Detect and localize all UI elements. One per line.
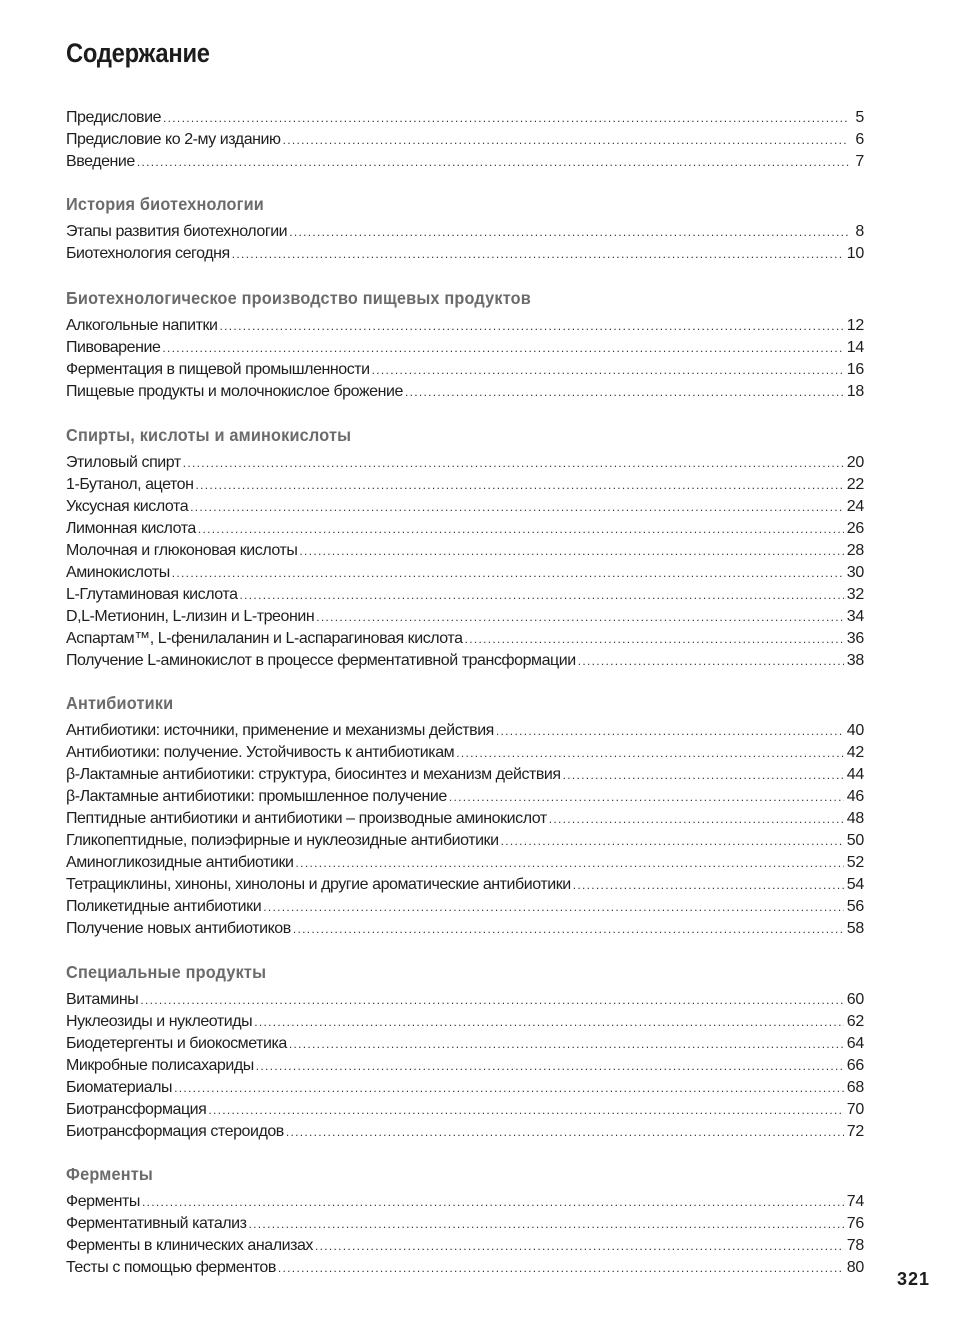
toc-entry[interactable]: [66, 764, 864, 786]
toc-entry[interactable]: [66, 1011, 864, 1033]
leader-dots: [299, 540, 843, 562]
toc-entry-label: Биоматериалы: [66, 1079, 173, 1096]
toc-entry-page: 5: [855, 109, 864, 126]
toc-entry-page: 36: [846, 630, 864, 647]
leader-dots: [162, 337, 843, 359]
leader-dots: [315, 1235, 844, 1257]
toc-entry-label: Гликопептидные, полиэфирные и нуклеозидные антибиотики: [66, 832, 499, 849]
toc-entry[interactable]: [66, 359, 864, 381]
toc-entry-label: Тесты с помощью ферментов: [66, 1259, 276, 1276]
toc-entry[interactable]: [66, 989, 864, 1011]
toc-entry-label: Ферментативный катализ: [66, 1215, 247, 1232]
section-heading: Спирты, кислоты и аминокислоты: [66, 425, 352, 445]
toc-entry-label: Пептидные антибиотики и антибиотики – производные аминокислот: [66, 810, 547, 827]
toc-entry-page: 52: [846, 854, 864, 871]
toc-entry-label: Биодетергенты и биокосметика: [66, 1035, 287, 1052]
toc-entry-label: Антибиотики: получение. Устойчивость к антибиотикам: [66, 744, 455, 761]
toc-entry-label: Ферментация в пищевой промышленности: [66, 361, 370, 378]
leader-dots: [220, 315, 844, 337]
toc-entry[interactable]: [66, 1235, 864, 1257]
toc-entry[interactable]: [66, 1099, 864, 1121]
leader-dots: [163, 107, 849, 129]
toc-entry-label: Ферменты в клинических анализах: [66, 1237, 313, 1254]
leader-dots: [208, 1099, 843, 1121]
toc-entry[interactable]: [66, 720, 864, 742]
toc-entry-label: β-Лактамные антибиотики: структура, биосинтез и механизм действия: [66, 766, 561, 783]
toc-list: [66, 989, 864, 1143]
leader-dots: [316, 606, 844, 628]
toc-entry-page: 42: [846, 744, 864, 761]
leader-dots: [465, 628, 844, 650]
toc-entry-page: 38: [846, 652, 864, 669]
toc-entry-label: Предисловие: [66, 109, 162, 126]
toc-entry-page: 16: [846, 361, 864, 378]
toc-entry[interactable]: [66, 107, 864, 129]
toc-entry[interactable]: [66, 896, 864, 918]
page-number: 321: [897, 1269, 931, 1289]
toc-entry-page: 22: [846, 476, 864, 493]
toc-entry-label: D,L-Метионин, L-лизин и L-треонин: [66, 608, 315, 625]
toc-entry[interactable]: [66, 518, 864, 540]
toc-entry[interactable]: [66, 474, 864, 496]
toc-list: [66, 1191, 864, 1279]
toc-entry-page: 44: [846, 766, 864, 783]
toc-entry[interactable]: [66, 496, 864, 518]
toc-entry[interactable]: [66, 129, 864, 151]
toc-entry-label: Алкогольные напитки: [66, 317, 218, 334]
toc-entry-page: 46: [846, 788, 864, 805]
toc-list: [66, 107, 864, 173]
toc-entry-page: 28: [846, 542, 864, 559]
leader-dots: [578, 650, 844, 672]
toc-entry-label: Пищевые продукты и молочнокислое брожение: [66, 383, 403, 400]
leader-dots: [283, 129, 849, 151]
toc-entry-label: Пивоварение: [66, 339, 161, 356]
toc-entry[interactable]: [66, 1121, 864, 1143]
toc-entry-label: Аминогликозидные антибиотики: [66, 854, 294, 871]
toc-entry-page: 48: [846, 810, 864, 827]
toc-entry-label: Ферменты: [66, 1193, 140, 1210]
toc-entry-page: 60: [846, 991, 864, 1008]
toc-entry-page: 34: [846, 608, 864, 625]
toc-entry-label: Уксусная кислота: [66, 498, 189, 515]
section-heading: Биотехнологическое производство пищевых продуктов: [66, 288, 531, 308]
toc-entry-label: Этапы развития биотехнологии: [66, 223, 288, 240]
leader-dots: [249, 1213, 844, 1235]
toc-entry-label: L-Глутаминовая кислота: [66, 586, 238, 603]
leader-dots: [449, 786, 844, 808]
leader-dots: [286, 1121, 844, 1143]
leader-dots: [501, 830, 844, 852]
toc-entry-page: 12: [846, 317, 864, 334]
page-title: Содержание: [66, 38, 210, 68]
leader-dots: [172, 562, 844, 584]
leader-dots: [573, 874, 844, 896]
leader-dots: [240, 584, 844, 606]
toc-entry-label: Получение L-аминокислот в процессе ферментативной трансформации: [66, 652, 576, 669]
toc-entry-page: 20: [846, 454, 864, 471]
toc-entry[interactable]: [66, 1213, 864, 1235]
toc-entry[interactable]: [66, 1257, 864, 1279]
leader-dots: [256, 1055, 844, 1077]
toc-entry-page: 40: [846, 722, 864, 739]
toc-entry-page: 78: [846, 1237, 864, 1254]
toc-entry-label: Этиловый спирт: [66, 454, 181, 471]
toc-entry-label: Витамины: [66, 991, 139, 1008]
toc-entry[interactable]: [66, 381, 864, 403]
toc-entry[interactable]: [66, 540, 864, 562]
leader-dots: [254, 1011, 844, 1033]
toc-entry-label: Антибиотики: источники, применение и механизмы действия: [66, 722, 494, 739]
toc-entry-page: 76: [846, 1215, 864, 1232]
toc-entry-label: Молочная и глюконовая кислоты: [66, 542, 298, 559]
toc-entry-page: 62: [846, 1013, 864, 1030]
toc-entry-page: 26: [846, 520, 864, 537]
section-heading: Специальные продукты: [66, 962, 267, 982]
section-heading: Антибиотики: [66, 693, 174, 713]
leader-dots: [278, 1257, 844, 1279]
leader-dots: [296, 852, 844, 874]
toc-entry-label: Лимонная кислота: [66, 520, 196, 537]
toc-entry-label: β-Лактамные антибиотики: промышленное получение: [66, 788, 447, 805]
toc-entry[interactable]: [66, 808, 864, 830]
toc-entry-page: 54: [846, 876, 864, 893]
toc-entry-label: Введение: [66, 153, 135, 170]
toc-entry-page: 32: [846, 586, 864, 603]
toc-list: [66, 221, 864, 265]
toc-entry-label: Нуклеозиды и нуклеотиды: [66, 1013, 253, 1030]
toc-entry-page: 6: [855, 131, 864, 148]
toc-entry-label: Предисловие ко 2-му изданию: [66, 131, 281, 148]
leader-dots: [198, 518, 844, 540]
toc-section-special-products: [66, 961, 864, 1143]
toc-entry-page: 14: [846, 339, 864, 356]
toc-entry-page: 10: [846, 245, 864, 262]
toc-entry-page: 72: [846, 1123, 864, 1140]
toc-section-alcohols-acids: [66, 424, 864, 672]
toc-entry[interactable]: [66, 1077, 864, 1099]
toc-entry-page: 80: [846, 1259, 864, 1276]
toc-entry[interactable]: [66, 628, 864, 650]
toc-entry[interactable]: [66, 852, 864, 874]
toc-entry[interactable]: [66, 452, 864, 474]
section-heading: История биотехнологии: [66, 194, 265, 214]
toc-entry-page: 58: [846, 920, 864, 937]
toc-entry[interactable]: [66, 337, 864, 359]
toc-entry[interactable]: [66, 562, 864, 584]
toc-entry-page: 50: [846, 832, 864, 849]
leader-dots: [496, 720, 844, 742]
toc-entry-page: 24: [846, 498, 864, 515]
toc-entry[interactable]: [66, 1055, 864, 1077]
toc-entry-label: Микробные полисахариды: [66, 1057, 254, 1074]
leader-dots: [183, 452, 844, 474]
leader-dots: [293, 918, 844, 940]
toc-entry-page: 8: [855, 223, 864, 240]
toc-entry-label: Тетрациклины, хиноны, хинолоны и другие ароматические антибиотики: [66, 876, 571, 893]
leader-dots: [289, 1033, 844, 1055]
toc-entry[interactable]: [66, 243, 864, 265]
leader-dots: [456, 742, 844, 764]
toc-section-antibiotics: [66, 692, 864, 940]
leader-dots: [289, 221, 849, 243]
toc-list: [66, 720, 864, 940]
toc-entry[interactable]: [66, 221, 864, 243]
toc-entry-page: 18: [846, 383, 864, 400]
toc-entry-label: Биотрансформация стероидов: [66, 1123, 284, 1140]
toc-entry[interactable]: [66, 606, 864, 628]
toc-entry-label: Аминокислоты: [66, 564, 170, 581]
toc-entry-page: 64: [846, 1035, 864, 1052]
leader-dots: [372, 359, 844, 381]
toc-section-enzymes: [66, 1163, 864, 1279]
toc-entry-page: 56: [846, 898, 864, 915]
toc-list: [66, 315, 864, 403]
leader-dots: [405, 381, 844, 403]
leader-dots: [190, 496, 844, 518]
leader-dots: [232, 243, 844, 265]
toc-entry-page: 74: [846, 1193, 864, 1210]
toc-entry[interactable]: [66, 650, 864, 672]
toc-entry[interactable]: [66, 315, 864, 337]
section-heading: Ферменты: [66, 1164, 153, 1184]
leader-dots: [196, 474, 844, 496]
toc-section-history: [66, 193, 864, 265]
toc-entry-page: 7: [855, 153, 864, 170]
toc-entry-label: 1-Бутанол, ацетон: [66, 476, 194, 493]
toc-entry[interactable]: [66, 830, 864, 852]
toc-entry[interactable]: [66, 151, 864, 173]
toc-entry-page: 66: [846, 1057, 864, 1074]
toc-entry[interactable]: [66, 742, 864, 764]
toc-entry[interactable]: [66, 1191, 864, 1213]
toc-entry-page: 68: [846, 1079, 864, 1096]
toc-list: [66, 452, 864, 672]
leader-dots: [563, 764, 844, 786]
toc-entry-page: 30: [846, 564, 864, 581]
leader-dots: [549, 808, 844, 830]
toc-front-matter: [66, 107, 864, 173]
toc-entry[interactable]: [66, 786, 864, 808]
leader-dots: [137, 151, 849, 173]
toc-entry[interactable]: [66, 918, 864, 940]
leader-dots: [174, 1077, 844, 1099]
toc-entry-page: 70: [846, 1101, 864, 1118]
toc-entry-label: Аспартам™, L-фенилаланин и L-аспарагиновая кислота: [66, 630, 463, 647]
toc-entry-label: Биотехнология сегодня: [66, 245, 230, 262]
toc-entry-label: Биотрансформация: [66, 1101, 207, 1118]
toc-entry[interactable]: [66, 874, 864, 896]
toc-entry-label: Получение новых антибиотиков: [66, 920, 291, 937]
leader-dots: [142, 1191, 844, 1213]
toc-entry[interactable]: [66, 1033, 864, 1055]
toc-section-food-production: [66, 287, 864, 403]
leader-dots: [140, 989, 843, 1011]
toc-entry[interactable]: [66, 584, 864, 606]
toc-entry-label: Поликетидные антибиотики: [66, 898, 262, 915]
leader-dots: [263, 896, 844, 918]
